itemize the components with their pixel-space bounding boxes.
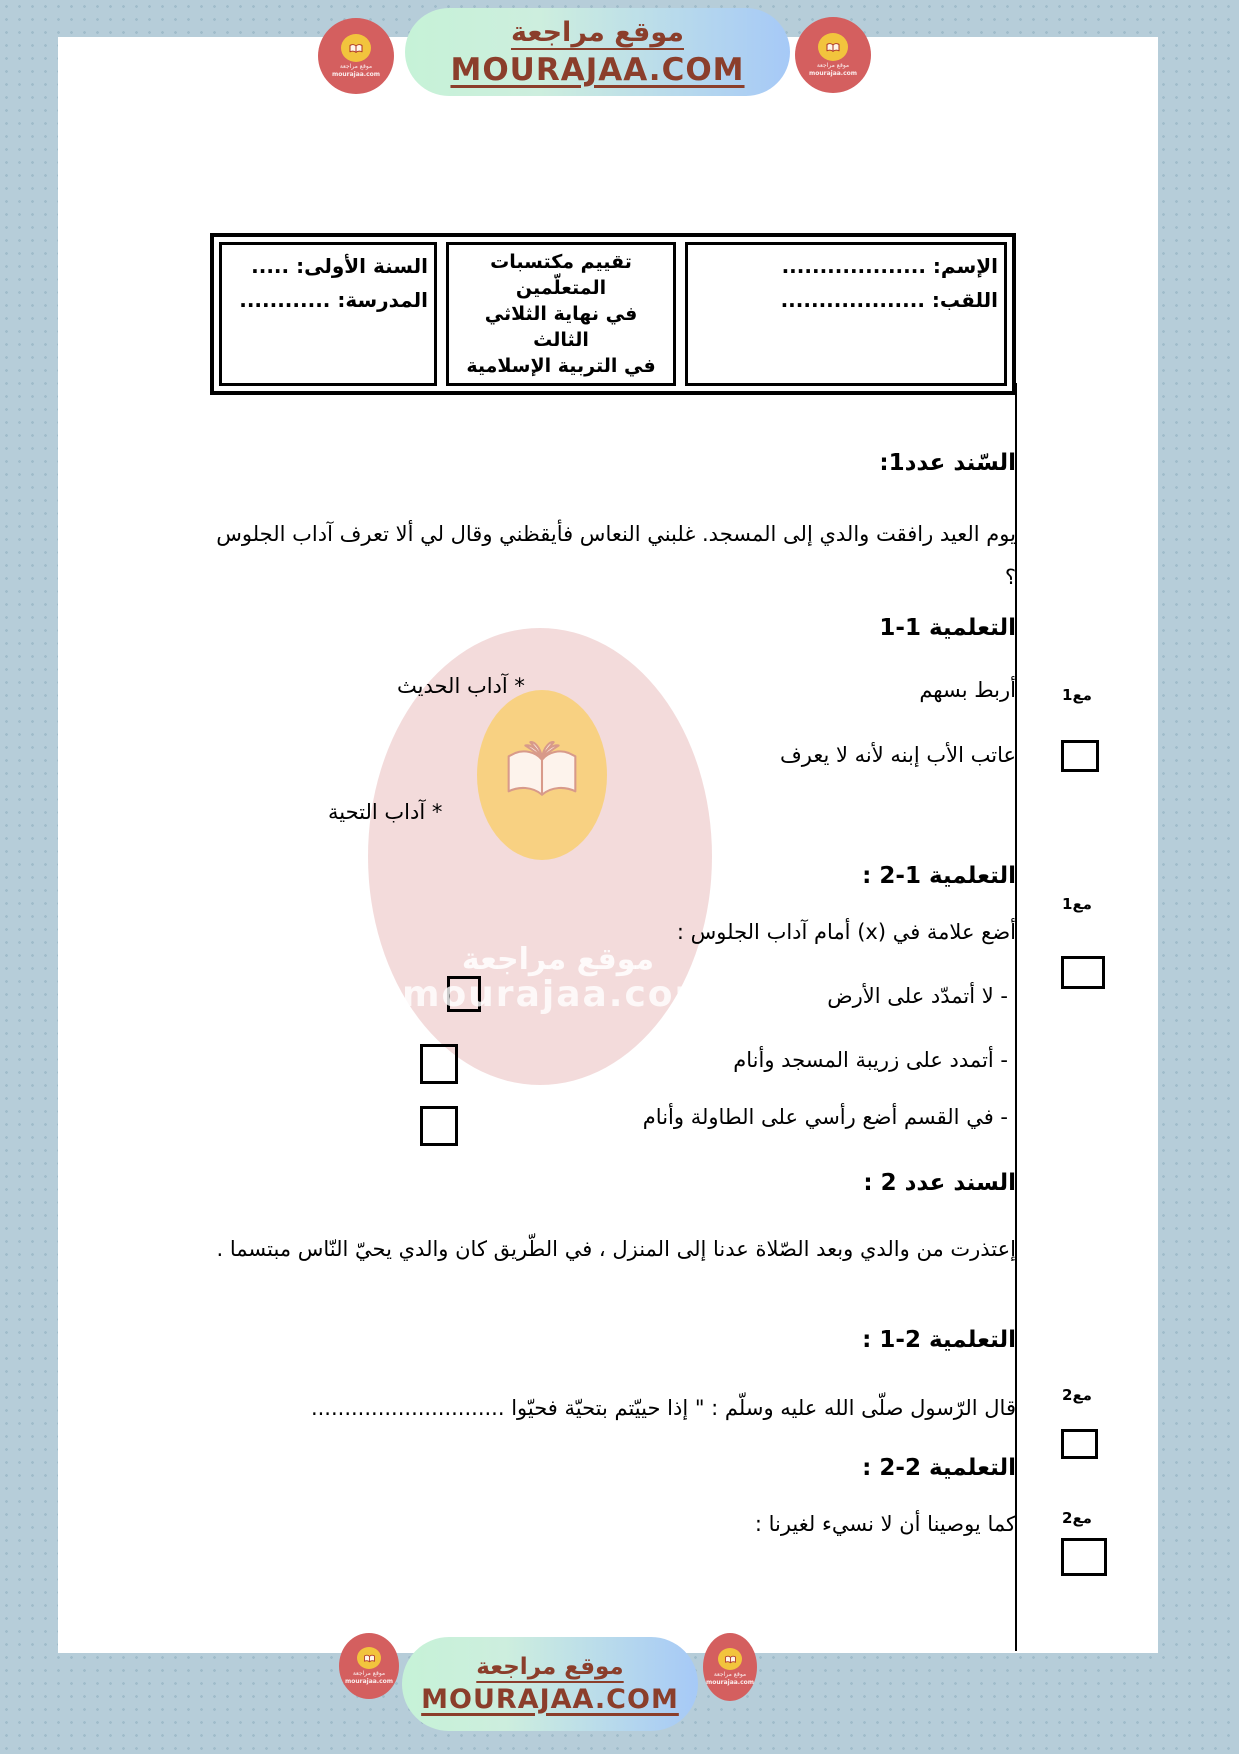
match-option-speech: * آداب الحديث — [397, 674, 525, 698]
book-logo-icon — [341, 34, 371, 62]
watermark-latin: mourajaa.com — [401, 974, 715, 1015]
site-logo-icon — [795, 17, 871, 93]
exam-title-cell — [446, 242, 676, 386]
match-statement: عاتب الأب إبنه لأنه لا يعرف — [779, 743, 1016, 767]
exam-title-line3: في التربية الإسلامية — [466, 355, 656, 377]
exam-title-line2: في نهاية الثلاثي الثالث — [484, 303, 638, 351]
site-link-pill — [405, 8, 790, 96]
worksheet-page — [58, 37, 1158, 1653]
school-field: المدرسة: ............ — [239, 288, 428, 312]
checklist-item-2: - أتمدد على زريبة المسجد وأنام — [733, 1048, 1008, 1072]
site-banner-bottom — [339, 1633, 899, 1733]
support2-text: إعتذرت من والدي وبعد الصّلاة عدنا إلى المنزل ، في الطّريق كان والدي يحيّ النّاس مبتسما . — [216, 1237, 1016, 1261]
name-field: الإسم: ................... — [781, 254, 998, 278]
site-url-link[interactable]: MOURAJAA.COM — [421, 1683, 679, 1715]
student-identity-cell — [685, 242, 1007, 386]
margin-mark-2: مع1 — [1062, 895, 1092, 913]
support1-heading: السّند عدد1: — [879, 450, 1016, 476]
margin-mark-1: مع1 — [1062, 686, 1092, 704]
book-logo-icon — [818, 33, 848, 61]
year-field: السنة الأولى: ..... — [251, 254, 428, 278]
support2-heading: السند عدد 2 : — [863, 1170, 1016, 1196]
checklist-checkbox-3[interactable] — [420, 1106, 458, 1146]
logo-text-arabic: موقع مراجعة — [339, 63, 373, 70]
surname-field: اللقب: ................... — [780, 288, 998, 312]
support1-text: يوم العيد رافقت والدي إلى المسجد. غلبني النعاس فأيقظني وقال لي ألا تعرف آداب الجلوس ؟ — [216, 522, 1016, 589]
logo-text-latin: mourajaa.com — [344, 1678, 394, 1685]
info-table — [210, 233, 1016, 395]
watermark-arabic: موقع مراجعة — [461, 942, 655, 977]
checklist-item-1: - لا أتمدّد على الأرض — [827, 984, 1008, 1008]
exam-title-line1: تقييم مكتسبات المتعلّمين — [490, 251, 632, 299]
logo-text-arabic: موقع مراجعة — [352, 1670, 386, 1677]
book-logo-icon — [357, 1647, 381, 1669]
site-name-arabic[interactable]: موقع مراجعة — [510, 16, 684, 48]
site-logo-icon — [318, 18, 394, 94]
site-banner-top — [318, 8, 878, 100]
checklist-checkbox-2[interactable] — [420, 1044, 458, 1084]
logo-text-arabic: موقع مراجعة — [713, 1671, 747, 1678]
match-option-greeting: * آداب التحية — [328, 800, 443, 824]
logo-text-arabic: موقع مراجعة — [816, 62, 850, 69]
logo-text-latin: mourajaa.com — [331, 71, 381, 78]
task-1-1-heading: التعلمية 1-1 — [879, 615, 1016, 641]
school-year-cell — [219, 242, 437, 386]
task-2-1-heading: التعلمية 2-1 : — [862, 1327, 1016, 1353]
checklist-item-3: - في القسم أضع رأسي على الطاولة وأنام — [642, 1105, 1008, 1129]
logo-text-latin: mourajaa.com — [808, 70, 858, 77]
open-book-icon — [492, 738, 592, 812]
task-1-2-heading: التعلمية 1-2 : — [862, 863, 1016, 889]
book-logo-icon — [718, 1648, 742, 1670]
site-link-pill — [402, 1637, 698, 1731]
score-box-4[interactable] — [1061, 1538, 1107, 1576]
task-2-2-text: كما يوصينا أن لا نسيء لغيرنا : — [754, 1512, 1016, 1536]
score-box-3[interactable] — [1061, 1429, 1098, 1459]
site-logo-icon — [703, 1633, 757, 1701]
checklist-checkbox-1[interactable] — [447, 976, 481, 1012]
site-url-link[interactable]: MOURAJAA.COM — [450, 51, 745, 88]
site-logo-icon — [339, 1633, 399, 1699]
task-1-1-instruction: أربط بسهم — [919, 678, 1016, 702]
task-2-1-text: قال الرّسول صلّى الله عليه وسلّم : " إذا حييّتم بتحيّة فحيّوا ............................. — [310, 1396, 1016, 1420]
margin-mark-3: مع2 — [1062, 1386, 1092, 1404]
score-box-1[interactable] — [1061, 740, 1099, 772]
site-name-arabic[interactable]: موقع مراجعة — [476, 1653, 624, 1680]
watermark-logo-background — [477, 690, 607, 860]
score-box-2[interactable] — [1061, 956, 1105, 989]
logo-text-latin: mourajaa.com — [705, 1679, 755, 1686]
margin-mark-4: مع2 — [1062, 1509, 1092, 1527]
task-2-2-heading: التعلمية 2-2 : — [862, 1455, 1016, 1481]
task-1-2-instruction: أضع علامة في (x) أمام آداب الجلوس : — [676, 920, 1016, 944]
